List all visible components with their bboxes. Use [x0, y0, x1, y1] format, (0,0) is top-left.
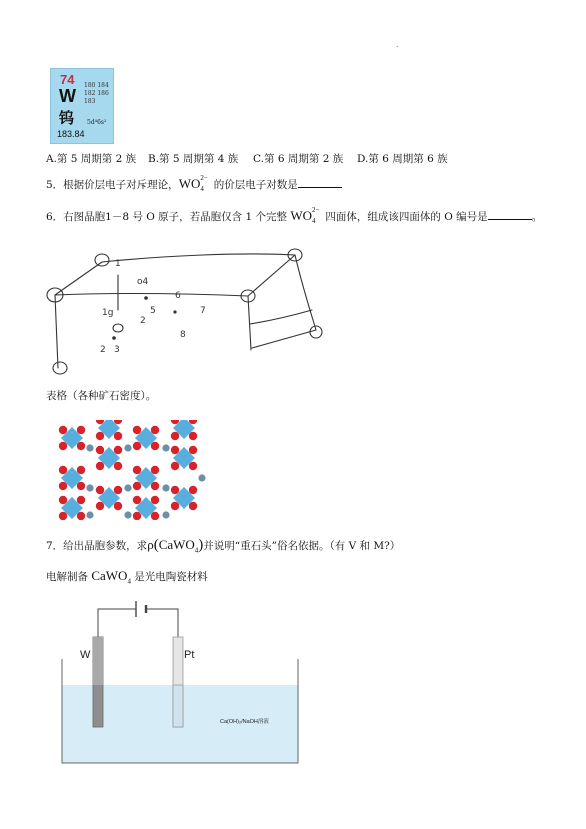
oxygen-atom — [77, 496, 85, 504]
sketch-corner-atom — [310, 326, 322, 338]
sketch-corner-atom — [53, 362, 67, 374]
calcium-atom — [162, 511, 169, 518]
oxygen-atom — [189, 502, 197, 510]
oxygen-atom — [189, 446, 197, 454]
oxygen-atom — [59, 482, 67, 490]
q6-answer-blank — [488, 209, 532, 220]
calcium-atom — [124, 511, 131, 518]
question-6: 6．右图晶胞1－8 号 O 原子，若晶胞仅含 1 个完整 WO 2− 4 四面体，组成该四面体的 O 编号是 。 — [46, 206, 543, 225]
q7-prefix: 7．给出晶胞参数，求 — [46, 540, 148, 552]
oxygen-atom — [133, 442, 141, 450]
q5-answer-blank — [298, 177, 342, 188]
sketch-dot — [173, 310, 176, 313]
sketch-dot — [112, 336, 116, 340]
option-a: A.第 5 周期第 2 族 — [46, 153, 137, 165]
sketch-edge-left-slant — [55, 262, 102, 295]
atomic-mass: 183.84 — [57, 129, 85, 139]
isotope-list — [84, 82, 109, 106]
oxygen-atom — [59, 426, 67, 434]
oxygen-atom — [151, 442, 159, 450]
calcium-atom — [86, 484, 93, 491]
oxygen-atom — [114, 446, 122, 454]
sketch-edge-front-right — [248, 296, 251, 350]
sketch-label: 1g — [102, 308, 114, 318]
calcium-atom — [86, 511, 93, 518]
oxygen-atom — [77, 466, 85, 474]
q5-species: WO 2− 4 — [178, 174, 208, 193]
calcium-atom — [86, 444, 93, 451]
oxygen-atom — [189, 432, 197, 440]
sketch-label: 1 — [115, 259, 121, 269]
sketch-dot — [144, 296, 148, 300]
sketch-edge-right-slant — [248, 255, 295, 296]
oxygen-atom — [133, 496, 141, 504]
element-symbol: W — [59, 86, 76, 106]
q5-prefix: 5．根据价层电子对斥理论， — [46, 179, 179, 191]
calcium-atom — [162, 444, 169, 451]
oxygen-atom — [133, 482, 141, 490]
oxygen-atom — [59, 466, 67, 474]
sketch-label: 7 — [200, 306, 206, 316]
oxygen-atom — [96, 486, 104, 494]
oxygen-atom — [77, 442, 85, 450]
oxygen-atom — [171, 462, 179, 470]
isotopes-line-2: 182 186 — [84, 90, 109, 97]
option-d: D.第 6 周期第 6 族 — [357, 153, 448, 165]
oxygen-atom — [96, 446, 104, 454]
sketch-label: 8 — [180, 330, 186, 340]
oxygen-atom — [114, 486, 122, 494]
wire-left — [98, 609, 136, 637]
oxygen-atom — [151, 466, 159, 474]
oxygen-atom — [171, 446, 179, 454]
sketch-edge-top-back — [102, 254, 295, 262]
oxygen-atom — [133, 512, 141, 520]
sketch-edge-mid — [250, 310, 312, 324]
option-b: B.第 5 周期第 4 族 — [148, 153, 239, 165]
q6-suffix: 四面体，组成该四面体的 O 编号是 — [322, 211, 488, 223]
calcium-atom — [124, 444, 131, 451]
isotopes-line-1: 180 184 — [84, 82, 109, 89]
oxygen-atom — [59, 512, 67, 520]
corner-mark: . — [396, 40, 399, 49]
sketch-edge-front-left — [55, 295, 58, 368]
question-5 — [46, 174, 342, 193]
sketch-label: 2 — [140, 316, 146, 326]
electrolysis-heading: 电解制备 CaWO$_4$ 是光电陶瓷材料 — [46, 568, 208, 586]
oxygen-atom — [133, 426, 141, 434]
electrolysis-formula: CaWO$_4$ — [91, 568, 131, 586]
solution-label: Ca(OH)₂/NaOH溶液 — [220, 719, 269, 725]
oxygen-atom — [171, 502, 179, 510]
element-tile-tungsten — [50, 68, 114, 144]
q6-prefix: 6．右图晶胞1－8 号 O 原子，若晶胞仅含 1 个完整 — [46, 211, 291, 223]
sketch-edge-right-lower — [252, 330, 316, 348]
oxygen-atom — [151, 482, 159, 490]
isotopes-line-3: 183 — [84, 98, 96, 105]
crystal-structure-image — [54, 420, 214, 520]
oxygen-atom — [96, 432, 104, 440]
oxygen-atom — [171, 486, 179, 494]
sketch-edge-front-top — [55, 293, 248, 296]
oxygen-atom — [77, 426, 85, 434]
calcium-atom — [124, 484, 131, 491]
q7-density-expression: ρ(CaWO$_4$) — [147, 537, 204, 555]
sketch-label: 2 — [100, 345, 106, 355]
oxygen-atom — [77, 512, 85, 520]
oxygen-atom — [171, 432, 179, 440]
question-7 — [46, 538, 400, 558]
sketch-label: 6 — [175, 291, 181, 301]
element-chinese-name: 钨 — [59, 109, 75, 127]
option-c: C.第 6 周期第 2 族 — [253, 153, 344, 165]
sketch-edge-right-back — [295, 255, 316, 330]
sketch-label: 3 — [114, 345, 120, 355]
electrolysis-apparatus — [58, 597, 308, 767]
electron-configuration: 5d⁴6s² — [87, 119, 107, 126]
oxygen-atom — [96, 462, 104, 470]
sketch-label: 5 — [150, 306, 156, 316]
oxygen-atom — [189, 462, 197, 470]
oxygen-atom — [96, 502, 104, 510]
oxygen-atom — [151, 512, 159, 520]
oxygen-atom — [151, 496, 159, 504]
unit-cell-sketch — [40, 240, 335, 385]
oxygen-atom — [189, 486, 197, 494]
oxygen-atom — [133, 466, 141, 474]
sketch-corner-atom — [95, 254, 109, 266]
calcium-atom — [198, 474, 205, 481]
oxygen-atom — [59, 496, 67, 504]
oxygen-atom — [59, 442, 67, 450]
wire-right — [146, 609, 178, 637]
oxygen-atom — [114, 432, 122, 440]
oxygen-atom — [114, 502, 122, 510]
oxygen-atom — [77, 482, 85, 490]
oxygen-atom — [151, 426, 159, 434]
q6-species: WO 2− 4 — [290, 206, 320, 225]
atomic-number: 74 — [60, 72, 75, 87]
sketch-inner-atom — [113, 324, 123, 332]
table-caption: 表格（各种矿石密度）。 — [46, 390, 157, 402]
sketch-label: o4 — [137, 277, 149, 287]
q5-suffix: 的价层电子对数是 — [210, 179, 298, 191]
oxygen-atom — [114, 462, 122, 470]
q7-suffix: 并说明“重石头”俗名依据。（有 V 和 M?） — [203, 540, 401, 552]
electrode-label-pt: Pt — [184, 649, 195, 661]
calcium-atom — [162, 484, 169, 491]
electrode-label-w: W — [80, 649, 91, 661]
